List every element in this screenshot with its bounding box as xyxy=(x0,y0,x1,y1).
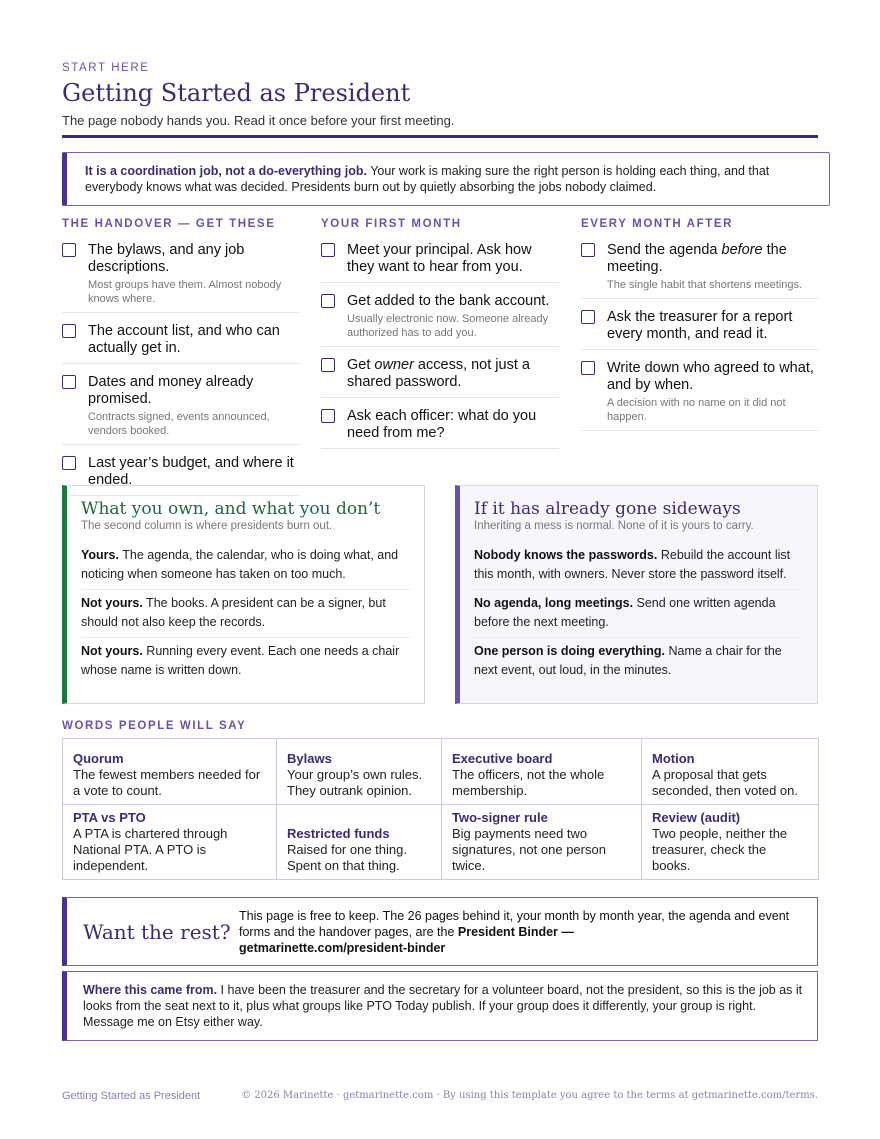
row-lead: One person is doing everything. xyxy=(474,644,666,658)
checkbox[interactable] xyxy=(321,409,335,423)
checklist-item xyxy=(321,238,559,283)
glossary-term: Motion xyxy=(652,751,695,766)
panel-subtitle: The second column is where presidents burn out. xyxy=(81,520,333,532)
checklist-item xyxy=(581,305,819,350)
words-heading: WORDS PEOPLE WILL SAY xyxy=(62,720,247,732)
column-heading: THE HANDOVER — GET THESE xyxy=(62,218,276,230)
panel-row xyxy=(81,638,410,685)
glossary-def: Your group’s own rules. They outrank opinion. xyxy=(287,767,423,798)
item-note: Contracts signed, events announced, vendors booked. xyxy=(88,411,270,437)
row-lead: Yours. xyxy=(81,548,119,562)
item-text: Ask each officer: what do you need from me? xyxy=(347,408,537,441)
item-note: The single habit that shortens meetings. xyxy=(607,279,803,291)
checklist-item xyxy=(321,404,559,449)
item-text-pre: Get xyxy=(347,357,375,373)
item-text: Last year’s budget, and where it ended. xyxy=(88,455,294,488)
callout-lead: It is a coordination job, not a do-everything job. xyxy=(85,164,367,178)
table-row xyxy=(63,805,819,880)
product-link[interactable]: getmarinette.com/president-binder xyxy=(239,940,446,955)
row-body: Running every event. Each one needs a chair whose name is written down. xyxy=(81,644,400,677)
column-heading: EVERY MONTH AFTER xyxy=(581,218,734,230)
glossary-def: Big payments need two signatures, not one person twice. xyxy=(452,826,606,873)
glossary-def: Raised for one thing. Spent on that thing. xyxy=(287,842,407,873)
glossary-cell xyxy=(277,805,442,880)
panel-row xyxy=(81,590,410,638)
glossary-cell xyxy=(442,805,642,880)
panel-title: What you own, and what you don’t xyxy=(81,499,381,519)
checkbox[interactable] xyxy=(62,375,76,389)
table-row xyxy=(63,739,819,805)
panel-row xyxy=(474,638,803,685)
page-subtitle: The page nobody hands you. Read it once before your first meeting. xyxy=(62,113,455,128)
checkbox[interactable] xyxy=(62,243,76,257)
handover-column xyxy=(62,218,300,502)
glossary-term: Review (audit) xyxy=(652,810,741,825)
coordination-callout xyxy=(62,152,830,206)
panel-subtitle: Inheriting a mess is normal. None of it is yours to carry. xyxy=(474,520,754,532)
item-text: Meet your principal. Ask how they want to hear from you. xyxy=(347,242,532,275)
glossary-def: A proposal that gets seconded, then voted on. xyxy=(652,767,799,798)
panel-row xyxy=(474,542,803,590)
item-text-pre: Send the agenda xyxy=(607,242,722,258)
panel-title: If it has already gone sideways xyxy=(474,499,741,519)
row-lead: No agenda, long meetings. xyxy=(474,596,634,610)
checklist-item xyxy=(581,238,819,299)
item-text-post: the meeting. xyxy=(607,242,787,275)
want-text xyxy=(239,908,817,956)
where-from-box xyxy=(62,971,818,1041)
checkbox[interactable] xyxy=(321,294,335,308)
item-text: Ask the treasurer for a report every month, and read it. xyxy=(607,309,793,342)
glossary-term: Two-signer rule xyxy=(452,810,548,825)
row-body: Send one written agenda before the next meeting. xyxy=(474,596,776,629)
glossary-def: The fewest members needed for a vote to count. xyxy=(73,767,261,798)
where-lead: Where this came from. xyxy=(83,983,218,997)
footer-title: Getting Started as President xyxy=(62,1090,201,1102)
row-body: The agenda, the calendar, who is doing what, and noticing when someone has taken on too much. xyxy=(81,548,399,581)
checkbox[interactable] xyxy=(321,358,335,372)
checklist-item xyxy=(62,370,300,445)
row-body: The books. A president can be a signer, but should not also keep the records. xyxy=(81,596,386,629)
glossary-cell xyxy=(642,805,819,880)
checklist-item xyxy=(581,356,819,431)
where-body: I have been the treasurer and the secretary for a volunteer board, not the president, so this is the job as it looks from the seat next to it, plus what groups like PTO Today publish. If your group does it differently, your group is right. Message me on Etsy either way. xyxy=(83,983,803,1029)
every-month-column xyxy=(581,218,819,437)
item-text: Write down who agreed to what, and by when. xyxy=(607,360,814,393)
callout-body: Your work is making sure the right person is holding each thing, and that everybody knows what was decided. Presidents burn out by quietly absorbing the jobs nobody claimed. xyxy=(85,164,770,194)
want-heading: Want the rest? xyxy=(83,919,231,944)
panel-row xyxy=(81,542,410,590)
glossary-cell xyxy=(63,805,277,880)
item-text xyxy=(607,242,819,276)
checkbox[interactable] xyxy=(321,243,335,257)
item-text-emphasis: owner xyxy=(374,357,414,373)
glossary-term: Restricted funds xyxy=(287,826,390,841)
panel-row xyxy=(474,590,803,638)
item-text: Dates and money already promised. xyxy=(88,374,254,407)
glossary-cell xyxy=(642,739,819,805)
glossary-cell xyxy=(442,739,642,805)
item-note: Usually electronic now. Someone already authorized has to add you. xyxy=(347,313,549,339)
glossary-table xyxy=(62,738,819,880)
glossary-def: The officers, not the whole membership. xyxy=(452,767,605,798)
own-panel xyxy=(62,485,425,704)
checklist-item xyxy=(62,319,300,364)
sideways-panel xyxy=(455,485,818,704)
row-body: Name a chair for the next event, out loud, in the minutes. xyxy=(474,644,782,677)
glossary-cell xyxy=(277,739,442,805)
item-note: A decision with no name on it did not happen. xyxy=(607,397,786,423)
item-text: The account list, and who can actually get in. xyxy=(88,323,280,356)
checkbox[interactable] xyxy=(581,243,595,257)
first-month-column xyxy=(321,218,559,455)
item-text: The bylaws, and any job descriptions. xyxy=(88,242,245,275)
item-note: Most groups have them. Almost nobody knows where. xyxy=(88,279,282,305)
item-text: Get added to the bank account. xyxy=(347,293,550,309)
item-text-post: access, not just a shared password. xyxy=(347,357,530,390)
row-lead: Nobody knows the passwords. xyxy=(474,548,658,562)
page-title: Getting Started as President xyxy=(62,79,411,107)
header-rule xyxy=(62,135,818,138)
checkbox[interactable] xyxy=(62,324,76,338)
checklist-item xyxy=(321,289,559,347)
column-heading: YOUR FIRST MONTH xyxy=(321,218,462,230)
checkbox[interactable] xyxy=(581,310,595,324)
glossary-term: Executive board xyxy=(452,751,553,766)
item-text xyxy=(347,357,559,391)
glossary-term: PTA vs PTO xyxy=(73,810,146,825)
eyebrow: START HERE xyxy=(62,62,150,74)
checkbox[interactable] xyxy=(62,456,76,470)
checklist-item xyxy=(62,238,300,313)
checklist-item xyxy=(321,353,559,398)
row-lead: Not yours. xyxy=(81,596,143,610)
item-text-emphasis: before xyxy=(721,242,763,258)
glossary-term: Quorum xyxy=(73,751,124,766)
want-the-rest-box xyxy=(62,897,818,966)
glossary-def: Two people, neither the treasurer, check the books. xyxy=(652,826,788,873)
glossary-def: A PTA is chartered through National PTA. A PTO is independent. xyxy=(73,826,228,873)
row-lead: Not yours. xyxy=(81,644,143,658)
want-body: This page is free to keep. The 26 pages behind it, your month by month year, the agenda and event forms and the handover pages, are the xyxy=(239,908,790,939)
product-name: President Binder — xyxy=(457,924,574,939)
checkbox[interactable] xyxy=(581,361,595,375)
glossary-cell xyxy=(63,739,277,805)
row-body: Rebuild the account list this month, with owners. Never store the password itself. xyxy=(474,548,791,581)
footer-copyright: © 2026 Marinette · getmarinette.com · By using this template you agree to the terms at getmarinette.com/terms. xyxy=(241,1090,818,1101)
glossary-term: Bylaws xyxy=(287,751,332,766)
